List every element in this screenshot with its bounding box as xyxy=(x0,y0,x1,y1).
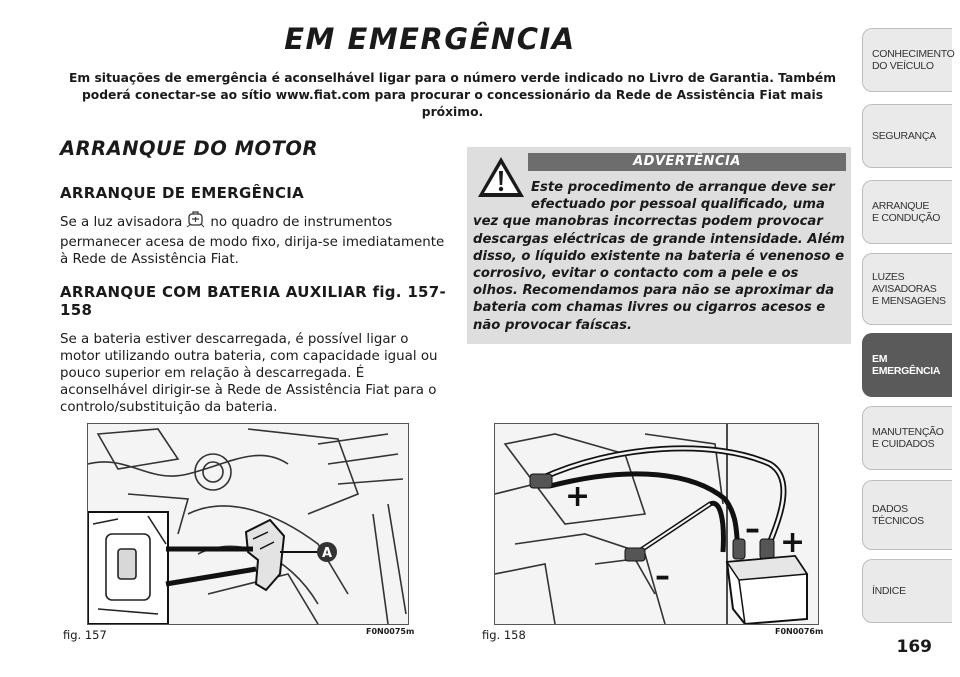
figure-code: F0N0075m xyxy=(366,627,415,636)
figure-157-image xyxy=(87,423,409,625)
plus-sign-vehicle: + xyxy=(565,479,591,514)
tab-arranque-e-conducao[interactable] xyxy=(862,180,952,244)
tab-label: EM EMERGÊNCIA xyxy=(872,353,941,377)
tab-seguranca[interactable] xyxy=(862,104,952,168)
tab-dados-tecnicos[interactable] xyxy=(862,480,952,550)
tab-label: ARRANQUE E CONDUÇÃO xyxy=(872,200,941,224)
tab-indice[interactable] xyxy=(862,559,952,623)
tab-conhecimento-do-veiculo[interactable] xyxy=(862,28,955,92)
tab-em-emergencia[interactable] xyxy=(862,333,952,397)
warning-text-rest: vez que manobras incorrectas podem provocar descargas eléctricas de grande intensidade. Além disso, o líquido existente na bateria é venenoso e corrosivo, evitar o contacto com a pele e os olhos. Recomendamos para não se aproximar da bateria com chamas livres ou cigarros acesos e não provocar faíscas. xyxy=(473,214,845,333)
figure-158-image xyxy=(494,423,819,625)
minus-sign-vehicle: – xyxy=(655,559,670,594)
tab-label: SEGURANÇA xyxy=(872,130,936,142)
figure-label-a: A xyxy=(321,546,333,561)
section-title: ARRANQUE DO MOTOR xyxy=(60,137,318,160)
tab-label: MANUTENÇÃO E CUIDADOS xyxy=(872,426,944,450)
tab-label: CONHECIMENTO DO VEÍCULO xyxy=(872,48,955,72)
page-title: EM EMERGÊNCIA xyxy=(284,22,576,56)
tab-label: DADOS TÉCNICOS xyxy=(872,503,924,527)
figure-caption: fig. 157 xyxy=(63,628,107,642)
page-number: 169 xyxy=(896,637,932,657)
figure-code: F0N0076m xyxy=(775,627,824,636)
subsection-title-emergency-start: ARRANQUE DE EMERGÊNCIA xyxy=(60,184,305,202)
figure-caption: fig. 158 xyxy=(482,628,526,642)
tab-label: LUZES AVISADORAS E MENSAGENS xyxy=(872,271,946,307)
warning-heading: ADVERTÊNCIA xyxy=(528,153,846,171)
intro-text: Em situações de emergência é aconselhável ligar para o número verde indicado no Livro de Garantia. Também poderá conectar-se ao sítio www.fiat.com para procurar o concessionário da Rede de Assistência Fiat mais próximo. xyxy=(68,71,837,119)
paragraph-part: no quadro de instrumentos permanecer acesa de modo fixo, dirija-se imediatamente à Rede de Assistência Fiat. xyxy=(60,215,445,267)
paragraph-emergency-start xyxy=(60,211,445,268)
paragraph-part: Se a luz avisadora xyxy=(60,215,183,230)
tab-manutencao-e-cuidados[interactable] xyxy=(862,406,952,470)
tab-label: ÍNDICE xyxy=(872,585,906,597)
plus-sign-battery: + xyxy=(780,525,806,560)
tab-luzes-avisadoras[interactable] xyxy=(862,253,952,325)
paragraph-aux-battery: Se a bateria estiver descarregada, é possível ligar o motor utilizando outra bateria, com capacidade igual ou pouco superior em relação à descarregada. É aconselhável dirigir-se à Rede de Assistência Fiat para o controlo/substituição da bateria. xyxy=(60,332,438,415)
warning-lamp-icon xyxy=(185,211,207,234)
warning-text xyxy=(473,179,845,334)
minus-sign-battery: – xyxy=(745,512,760,547)
warning-text-first: Este procedimento de arranque deve ser efectuado por pessoal qualificado, uma xyxy=(531,180,835,213)
subsection-title-aux-battery: ARRANQUE COM BATERIA AUXILIAR fig. 157-158 xyxy=(60,283,447,319)
